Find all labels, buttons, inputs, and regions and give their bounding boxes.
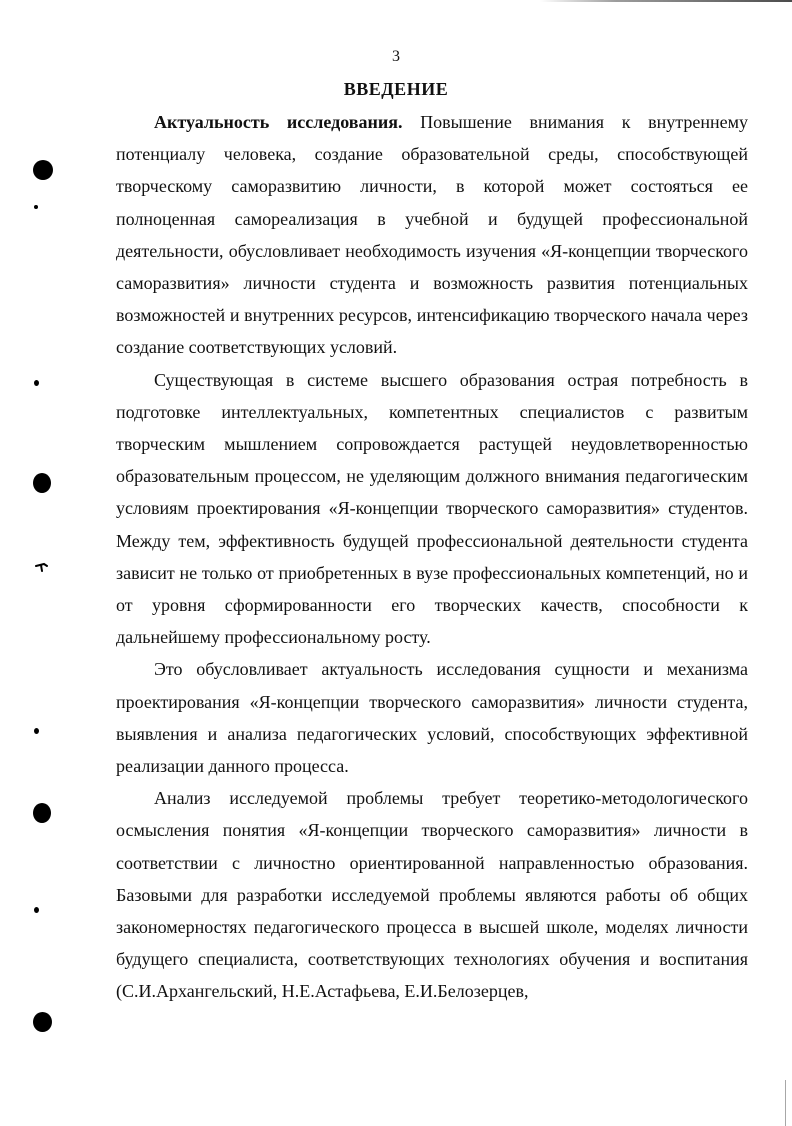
section-title: ВВЕДЕНИЕ: [343, 79, 449, 99]
page-number: 3: [392, 48, 400, 65]
scan-speck: [34, 205, 38, 209]
binder-hole: [33, 473, 51, 493]
scan-speck: [34, 728, 39, 734]
scan-edge-line-right: [785, 1080, 786, 1126]
run-in-heading: Актуальность исследования.: [154, 112, 403, 132]
binder-hole: [33, 803, 51, 823]
paragraph: Существующая в системе высшего образования острая потребность в подготовке интеллектуальных, компетентных специалистов с развитым творческим мышлением сопровождается растущей неудовлетворенностью образовательным процессом, не уделяющим должного внимания педагогическим условиям проектирования «Я-концепции творческого саморазвития» студентов. Между тем, эффективность будущей профессиональной деятельности студента зависит не только от приобретенных в вузе профессиональных компетенций, но и от уровня сформированности его творческих качеств, способности к дальнейшему профессиональному росту.: [116, 369, 748, 648]
scan-edge-line: [540, 0, 792, 2]
scan-speck: [34, 380, 39, 386]
scan-mark-icon: [35, 560, 49, 574]
scan-speck: [34, 907, 39, 913]
binder-hole: [33, 1012, 52, 1032]
paragraph: Это обусловливает актуальность исследования сущности и механизма проектирования «Я-концепции творческого саморазвития» личности студента, выявления и анализа педагогических условий, способствующих эффективной реализации данного процесса.: [116, 659, 748, 777]
body-text: [116, 106, 748, 1008]
paragraph-text: Повышение внимания к внутреннему потенциалу человека, создание образовательной среды, способствующей творческому саморазвитию личности, в которой может состояться ее полноценная самореализация в учебной и будущей профессиональной деятельности, обусловливает необходимость изучения «Я-концепции творческого саморазвития» личности студента и возможность развития потенциальных возможностей и внутренних ресурсов, интенсификацию творческого начала через создание соответствующих условий.: [116, 112, 748, 358]
binder-hole: [33, 160, 53, 180]
paragraph: Анализ исследуемой проблемы требует теоретико-методологического осмысления понятия «Я-концепции творческого саморазвития» личности в соответствии с личностно ориентированной направленностью образования. Базовыми для разработки исследуемой проблемы являются работы об общих закономерностях педагогического процесса в высшей школе, моделях личности будущего специалиста, соответствующих технологиях обучения и воспитания (С.И.Архангельский, Н.Е.Астафьева, Е.И.Белозерцев,: [116, 788, 748, 1002]
paragraph-relevance: [116, 106, 748, 364]
